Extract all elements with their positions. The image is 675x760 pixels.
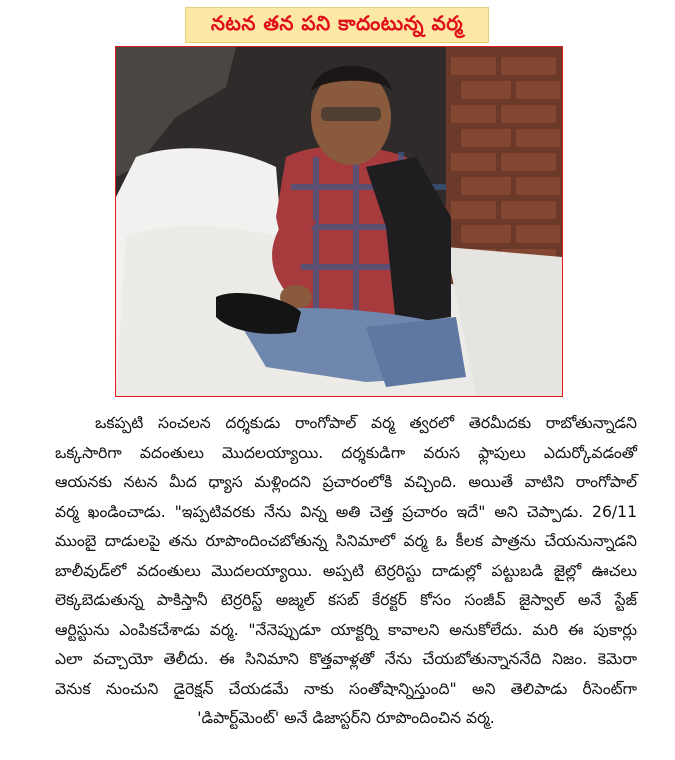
article-line: వెనుక నుంచుని డైరెక్షన్ చేయడమే నాకు సంతోషాన్నిస్తుంది" అని తెలిపాడు రీసెంట్‌గా	[55, 679, 637, 698]
article-line: ఒక్కసారిగా వదంతులు మొదలయ్యాయి. దర్శకుడిగా వరుస ఫ్లాపులు ఎదుర్కోవడంతో	[55, 443, 637, 462]
headline-banner	[185, 7, 489, 43]
article-line: బాలీవుడ్‌లో వదంతులు మొదలయ్యాయి. అప్పటి టెర్రరిస్టు దాడుల్లో పట్టుబడి జైల్లో ఊచలు	[55, 561, 637, 580]
article-line: ఆర్టిస్టును ఎంపికచేశాడు వర్మ. "నేనెప్పుడూ యాక్టర్ని కావాలని అనుకోలేదు. మరి ఈ పుకార్లు	[55, 620, 637, 639]
article-line: ఆయనకు నటన మీద ధ్యాస మళ్లిందని ప్రచారంలోకి వచ్చింది. అయితే వాటిని రాంగోపాల్	[55, 473, 637, 491]
article-photo	[115, 46, 563, 397]
article-line: లెక్కబెడుతున్న పాకిస్తానీ టెర్రరిస్ట్ అజ్మల్ కసబ్ కేరక్టర్ కోసం సంజీవ్ జైస్వాల్ అనే స్టేజ్	[55, 591, 637, 609]
portrait-photo-icon	[116, 47, 562, 396]
article-line: ఒకప్పటి సంచలన దర్శకుడు రాంగోపాల్ వర్మ త్వరలో తెరమీదకు రాబోతున్నాడని	[95, 414, 637, 432]
article-body	[55, 409, 637, 734]
article-line: 'డిపార్ట్‌మెంట్' అనే డిజాస్టర్‌ని రూపొందించిన వర్మ.	[197, 709, 495, 727]
headline-text: నటన తన పని కాదంటున్న వర్మ	[210, 10, 464, 35]
article-line: వర్మ ఖండించాడు. "ఇప్పటివరకు నేను విన్న అతి చెత్త ప్రచారం ఇదే" అని చెప్పాడు. 26/11	[55, 502, 637, 521]
article-line: ఎలా వచ్చాయో తెలీదు. ఈ సినిమాని కొత్తవాళ్లతో నేను చేయబోతున్నాననేది నిజం. కెమెరా	[55, 650, 637, 668]
article-line: ముంబై దాడులపై తను రూపొందించబోతున్న సినిమాలో వర్మ ఓ కీలక పాత్రను చేయనున్నాడని	[55, 532, 637, 550]
